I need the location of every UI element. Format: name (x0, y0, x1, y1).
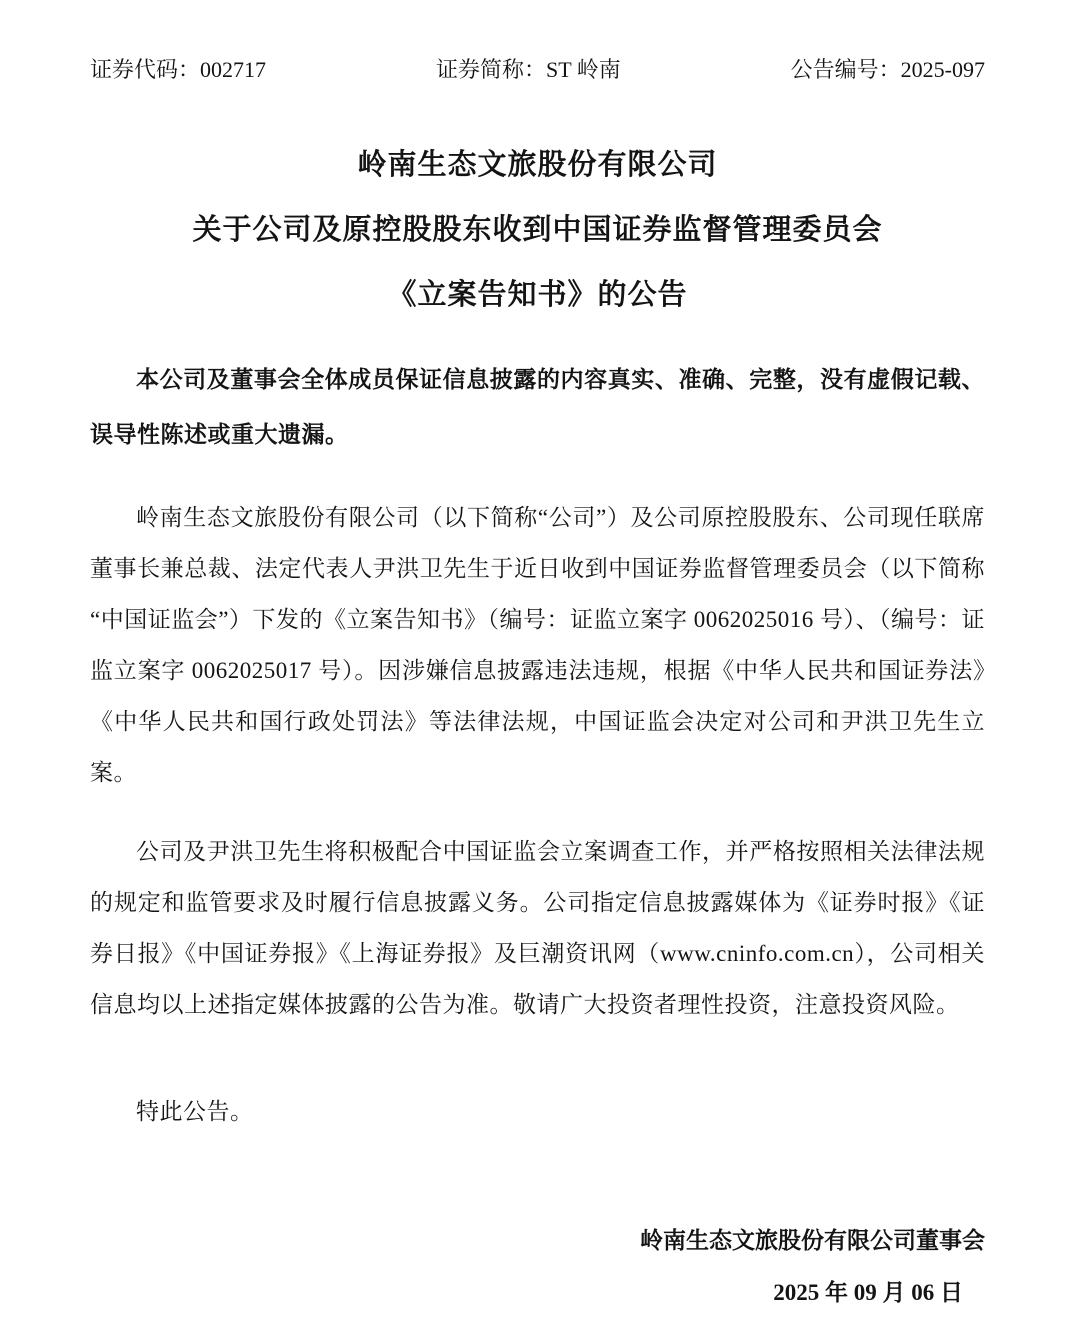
signature-company: 岭南生态文旅股份有限公司董事会 (640, 1228, 985, 1253)
paragraph-cooperation: 公司及尹洪卫先生将积极配合中国证监会立案调查工作，并严格按照相关法律法规的规定和监管要求及时履行信息披露义务。公司指定信息披露媒体为《证券时报》《证券日报》《中国证券报》《上海证券报》及巨潮资讯网（www.cninfo.com.cn），公司相关信息均以上述指定媒体披露的公告为准。敬请广大投资者理性投资，注意投资风险。 (90, 839, 985, 1017)
signature-block (90, 1215, 985, 1319)
paragraph-closing: 特此公告。 (136, 1099, 254, 1124)
title-suffix: 《立案告知书》的公告 (387, 279, 688, 311)
title-company-name: 岭南生态文旅股份有限公司 (357, 149, 718, 181)
stock-name: 证券简称：ST 岭南 (435, 57, 621, 82)
announcement-number: 公告编号：2025-097 (790, 57, 985, 82)
document-header (90, 55, 985, 85)
document-title (90, 133, 985, 328)
stock-code: 证券代码：002717 (90, 57, 267, 82)
paragraph-case-filing: 岭南生态文旅股份有限公司（以下简称“公司”）及公司原控股股东、公司现任联席董事长兼总裁、法定代表人尹洪卫先生于近日收到中国证券监督管理委员会（以下简称“中国证监会”）下发的《立案告知书》（编号：证监立案字 0062025016 号）、（编号：证监立案字 0062025017 号）。因涉嫌信息披露违法违规，根据《中华人民共和国证券法》《中华人民共和国行政处罚法》等法律法规，中国证监会决定对公司和尹洪卫先生立案。 (90, 505, 985, 785)
board-declaration: 本公司及董事会全体成员保证信息披露的内容真实、准确、完整，没有虚假记载、误导性陈述或重大遗漏。 (90, 367, 985, 447)
title-subject: 关于公司及原控股股东收到中国证券监督管理委员会 (192, 214, 883, 246)
signature-date: 2025 年 09 月 06 日 (773, 1280, 963, 1305)
